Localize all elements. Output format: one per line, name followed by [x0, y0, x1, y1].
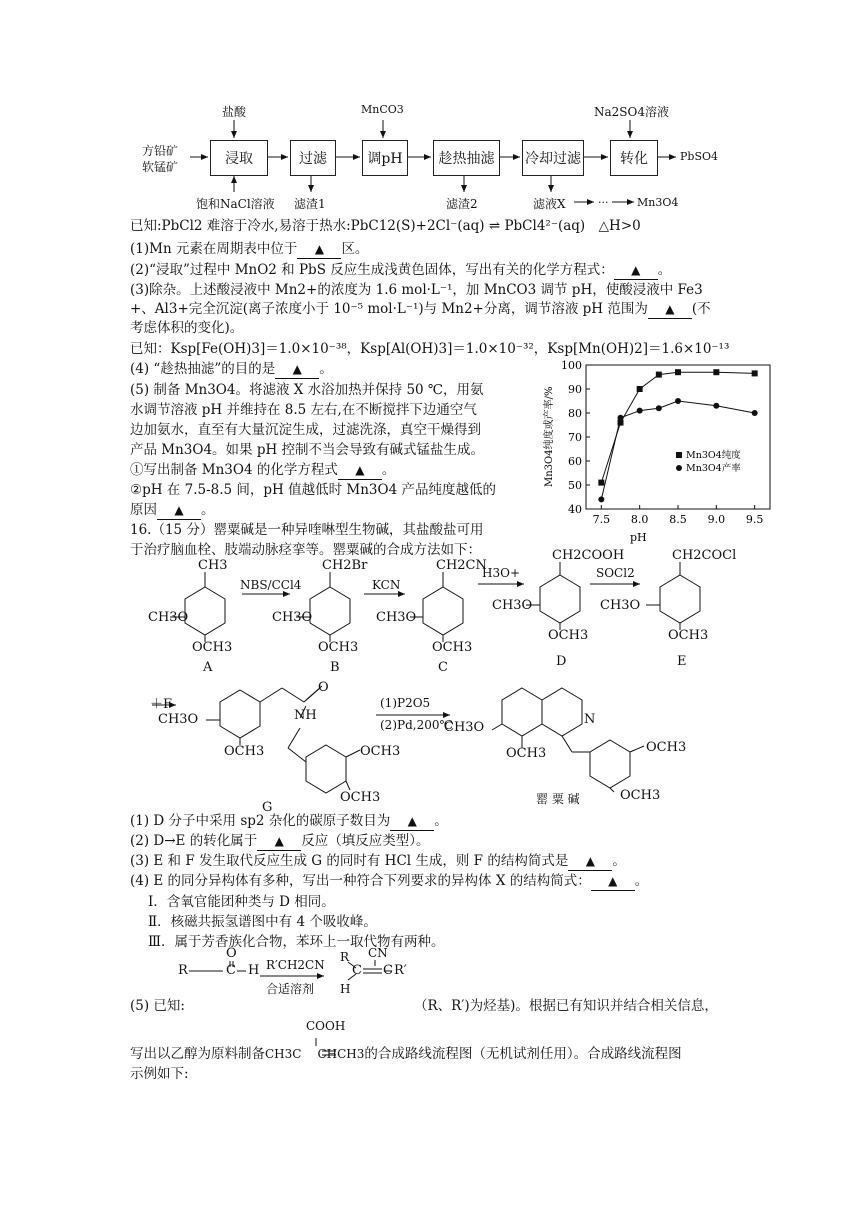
q16-part5-line2: 写出以乙醇为原料制备CH3C CHCH3的合成路线流程图（无机试剂任用）。合成路线流程图 [130, 1046, 682, 1062]
group-o: O [318, 680, 329, 695]
reagent-pd: (2)Pd,200℃ [380, 718, 453, 732]
rxn-product-r: R [340, 950, 350, 964]
group-nh: NH [294, 708, 317, 723]
known-pbcl2: 已知:PbCl2 难溶于冷水,易溶于热水:PbC12(S)+2Cl⁻(aq) ⇌ PbCl4²⁻(aq) △H>0 [130, 218, 641, 234]
answer-blank: ▲ [390, 812, 434, 831]
compound-d-label: D [556, 654, 567, 669]
group-ch2cooh: CH2COOH [552, 548, 625, 563]
group-ch3o: CH3O [272, 610, 313, 625]
group-ch3o: CH3O [600, 598, 641, 613]
reagent-socl2: SOCl2 [596, 566, 635, 580]
input-galena: 方铅矿 [142, 144, 179, 158]
q16-part5-line1-tail: （R、R′)为烃基)。根据已有知识并结合相关信息， [414, 998, 718, 1014]
answer-blank: ▲ [568, 852, 612, 871]
q15-part3-line2: +、Al3+完全沉淀(离子浓度小于 10⁻⁵ mol·L⁻¹)与 Mn2+分离，调节溶液 pH 范围为 ▲ (不 [130, 301, 711, 317]
rxn-product-c1: C [352, 963, 362, 978]
top-label-mnco3: MnCO3 [361, 103, 404, 116]
step-adjust-ph: 调pH [362, 140, 408, 176]
x-tick-label: 7.5 [592, 513, 611, 526]
top-label-na2so4: Na2SO4溶液 [594, 105, 669, 119]
y-tick-label: 60 [568, 455, 582, 468]
group-ch3: CH3 [198, 558, 228, 573]
rxn-product-c2: C [383, 963, 393, 978]
q15-part5-line1: (5) 制备 Mn3O4。将滤液 X 水浴加热并保持 50 ℃，用氨 [130, 382, 484, 398]
group-ch2br: CH2Br [322, 558, 368, 573]
q15-part5-line2: 水调节溶液 pH 并维持在 8.5 左右,在不断搅拌下边通空气 [130, 402, 477, 418]
answer-blank: ▲ [338, 461, 382, 480]
group-och3: OCH3 [646, 740, 687, 755]
x-tick-label: 8.0 [630, 513, 649, 526]
dots: ··· [598, 196, 609, 209]
answer-blank: ▲ [157, 501, 201, 520]
q16-part2: (2) D→E 的转化属于 ▲ 反应（填反应类型）。 [130, 833, 430, 849]
step-leaching: 浸取 [210, 140, 268, 176]
compound-e-label: E [677, 654, 687, 669]
bottom-label-residue1: 滤渣1 [294, 197, 326, 211]
rxn-o: O [226, 946, 237, 961]
reagent-nbs: NBS/CCl4 [240, 578, 302, 592]
rxn-r: R [178, 963, 188, 978]
q16-part3: (3) E 和 F 发生取代反应生成 G 的同时有 HCl 生成，则 F 的结构简式是 ▲ 。 [130, 853, 626, 869]
legend-series-yield: Mn3O4产率 [686, 463, 741, 474]
q15-part5-line4: 产品 Mn3O4。如果 pH 控制不当会导致有碱式锰盐生成。 [130, 442, 485, 458]
q15-part5-line3: 边加氨水，直至有大量沉淀生成，过滤洗涤，真空干燥得到 [130, 422, 481, 438]
step-conversion: 转化 [610, 140, 658, 176]
group-och3: OCH3 [360, 744, 401, 759]
bottom-label-mn3o4: Mn3O4 [637, 196, 679, 209]
rxn-product-h: H [340, 982, 351, 996]
y-tick-label: 70 [568, 431, 582, 444]
answer-blank: ▲ [648, 300, 692, 319]
group-och3: OCH3 [620, 788, 661, 803]
q15-part4: (4) “趁热抽滤”的目的是 ▲ 。 [130, 361, 333, 377]
q15-part5-sub1: ①写出制备 Mn3O4 的化学方程式 ▲ 。 [130, 462, 396, 478]
plus-f: ＋F [150, 697, 173, 712]
q16-intro-line2: 于治疗脑血栓、肢端动脉痉挛等。罂粟碱的合成方法如下： [130, 542, 481, 558]
q15-part2: (2)“浸取”过程中 MnO2 和 PbS 反应生成浅黄色固体，写出有关的化学方程式： ▲ 。 [130, 262, 672, 278]
answer-blank: ▲ [257, 832, 301, 851]
condition-1: Ⅰ．含氧官能团种类与 D 相同。 [148, 894, 335, 910]
group-ch2cn: CH2CN [436, 558, 487, 573]
q16-part1: (1) D 分子中采用 sp2 杂化的碳原子数目为 ▲ 。 [130, 813, 448, 829]
group-och3: OCH3 [668, 628, 709, 643]
reagent-h3o: H3O+ [482, 566, 520, 580]
rxn-h: H [248, 963, 260, 978]
legend-series-purity: Mn3O4纯度 [686, 450, 741, 461]
rxn-c: C [226, 963, 236, 978]
q15-part1: (1)Mn 元素在周期表中位于 ▲ 区。 [130, 241, 369, 257]
compound-papaverine-label: 罂 粟 碱 [536, 792, 580, 806]
q15-part5-sub2: ②pH 在 7.5-8.5 间，pH 值越低时 Mn3O4 产品纯度越低的 [130, 482, 496, 498]
group-ch3o: CH3O [492, 598, 533, 613]
condition-2: Ⅱ．核磁共振氢谱图中有 4 个吸收峰。 [148, 914, 377, 930]
group-och3: OCH3 [318, 640, 359, 655]
target-left: CH3C [265, 1047, 302, 1061]
x-tick-label: 9.0 [707, 513, 726, 526]
q15-part3-line1: (3)除杂。上述酸浸液中 Mn2+的浓度为 1.6 mol·L⁻¹，加 MnCO3 调节 pH，使酸浸液中 Fe3 [130, 282, 703, 298]
step-hot-filter: 趁热抽滤 [433, 140, 500, 176]
compound-c-label: C [438, 660, 448, 675]
group-och3: OCH3 [340, 790, 381, 805]
input-pyrolusite: 软锰矿 [142, 160, 179, 174]
known-ksp: 已知：Ksp[Fe(OH)3]＝1.0×10⁻³⁸，Ksp[Al(OH)3]＝1.0×10⁻³²，Ksp[Mn(OH)2]＝1.6×10⁻¹³ [130, 341, 730, 357]
group-och3: OCH3 [432, 640, 473, 655]
target-right: CHCH3 [317, 1047, 365, 1061]
y-tick-label: 80 [568, 407, 582, 420]
product-pbso4: PbSO4 [680, 150, 718, 163]
q15-part5-sub2-tail: 原因 ▲ 。 [130, 502, 215, 518]
x-tick-label: 8.5 [669, 513, 687, 526]
answer-blank: ▲ [275, 360, 319, 379]
reagent-kcn: KCN [372, 578, 401, 592]
compound-b-label: B [330, 660, 340, 675]
bottom-label-nacl: 饱和NaCl溶液 [196, 197, 275, 211]
compound-g-label: G [262, 800, 273, 815]
q16-part4: (4) E 的同分异构体有多种，写出一种符合下列要求的异构体 X 的结构简式： ▲ 。 [130, 873, 649, 889]
group-ch3o: CH3O [158, 712, 199, 727]
answer-blank: ▲ [297, 240, 341, 259]
y-tick-label: 50 [568, 479, 582, 492]
group-ch3o: CH3O [148, 610, 189, 625]
group-och3: OCH3 [506, 746, 547, 761]
answer-blank: ▲ [614, 261, 658, 280]
rxn-product-rprime: R′ [394, 963, 407, 978]
group-och3: OCH3 [224, 744, 265, 759]
q15-part3-line3: 考虑体积的变化)。 [130, 320, 244, 336]
group-och3: OCH3 [192, 640, 233, 655]
rxn-reagent-solvent: 合适溶剂 [266, 982, 315, 996]
step-cool-filter: 冷却过滤 [522, 140, 584, 176]
y-tick-label: 40 [568, 503, 582, 516]
target-cooh: COOH [306, 1019, 346, 1033]
q16-part5-line1: (5) 已知: [130, 998, 185, 1014]
y-tick-label: 90 [568, 383, 582, 396]
q16-part5-line3: 示例如下: [130, 1066, 189, 1082]
group-och3: OCH3 [548, 628, 589, 643]
group-ch2cocl: CH2COCl [672, 548, 737, 563]
bottom-label-filtrate-x: 滤液X [533, 197, 566, 211]
q16-intro-line1: 16.（15 分）罂粟碱是一种异喹啉型生物碱，其盐酸盐可用 [130, 522, 484, 538]
rxn-product-cn: CN [368, 946, 388, 960]
top-label-hcl: 盐酸 [222, 105, 247, 119]
group-ch3o: CH3O [444, 720, 485, 735]
step-filter: 过滤 [290, 140, 336, 176]
x-tick-label: 9.5 [745, 513, 764, 526]
answer-blank: ▲ [591, 872, 635, 891]
y-tick-label: 100 [561, 359, 582, 372]
rxn-reagent-r-ch2cn: R′CH2CN [266, 958, 325, 972]
compound-a-label: A [203, 660, 213, 675]
chart-y-axis-label: Mn3O4纯度或产率/% [544, 386, 555, 487]
condition-3: Ⅲ．属于芳香族化合物，苯环上一取代物有两种。 [148, 934, 445, 950]
chart-x-axis-label: pH [630, 531, 647, 544]
bottom-label-residue2: 滤渣2 [446, 197, 478, 211]
group-ch3o: CH3O [376, 610, 417, 625]
reagent-p2o5: (1)P2O5 [380, 696, 431, 710]
group-n: N [584, 712, 596, 727]
